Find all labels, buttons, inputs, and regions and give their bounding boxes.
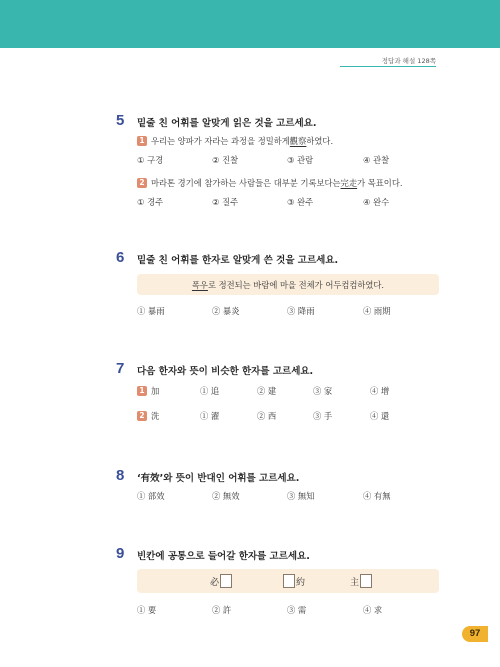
option[interactable]: ③ 無知 bbox=[287, 491, 315, 501]
underlined-word: 觀察 bbox=[289, 136, 307, 146]
question-7-row-1 bbox=[137, 385, 159, 397]
option[interactable]: ④ 還 bbox=[370, 411, 390, 421]
option[interactable]: ③ 手 bbox=[313, 411, 333, 421]
question-5-sentence-1 bbox=[137, 135, 333, 147]
question-6-number: 6 bbox=[116, 249, 125, 266]
fragment-1 bbox=[210, 574, 232, 588]
hanja: 約 bbox=[296, 577, 306, 588]
option[interactable]: ② 진찰 bbox=[212, 155, 239, 165]
answer-reference: 정답과 해설 128쪽 bbox=[381, 57, 436, 65]
underlined-word: 完走 bbox=[340, 178, 358, 188]
underlined-word: 폭우 bbox=[191, 280, 208, 290]
option[interactable]: ④ 有無 bbox=[363, 491, 391, 501]
option[interactable]: ③ 需 bbox=[287, 605, 307, 615]
option[interactable]: ④ 雨期 bbox=[363, 306, 391, 316]
option[interactable]: ② 暴炎 bbox=[212, 306, 240, 316]
question-7-text: 다음 한자와 뜻이 비슷한 한자를 고르세요. bbox=[137, 366, 314, 377]
question-9-text: 빈칸에 공통으로 들어갈 한자를 고르세요. bbox=[137, 551, 310, 562]
question-6-sentence-box bbox=[137, 274, 439, 295]
option[interactable]: ② 질주 bbox=[212, 197, 239, 207]
option[interactable]: ② 西 bbox=[257, 411, 277, 421]
fragment-2 bbox=[283, 574, 305, 588]
question-5-sentence-2 bbox=[137, 177, 402, 189]
option[interactable]: ① 暴雨 bbox=[137, 306, 165, 316]
option[interactable]: ③ 家 bbox=[313, 386, 333, 396]
hanja: 主 bbox=[350, 577, 360, 588]
option[interactable]: ③ 관람 bbox=[287, 155, 314, 165]
sentence-text: 가 목표이다. bbox=[357, 178, 403, 188]
sentence-text: 로 정전되는 바람에 마을 전체가 어두컴컴하였다. bbox=[207, 280, 385, 290]
question-7-number: 7 bbox=[116, 360, 125, 377]
option[interactable]: ① 追 bbox=[200, 386, 220, 396]
sub-badge: 1 bbox=[137, 136, 147, 146]
sentence-text: 마라톤 경기에 참가하는 사람들은 대부분 기록보다는 bbox=[151, 178, 341, 188]
question-6-text: 밑줄 친 어휘를 한자로 알맞게 쓴 것을 고르세요. bbox=[137, 255, 339, 266]
sub-badge: 2 bbox=[137, 411, 147, 421]
option[interactable]: ① 구경 bbox=[137, 155, 164, 165]
question-5-number: 5 bbox=[116, 112, 125, 129]
question-8-text: ‘有效’와 뜻이 반대인 어휘를 고르세요. bbox=[137, 473, 300, 484]
blank-box[interactable] bbox=[283, 574, 295, 588]
target-hanja: 加 bbox=[151, 386, 160, 396]
blank-box[interactable] bbox=[360, 574, 372, 588]
divider bbox=[340, 66, 436, 67]
page-number: 97 bbox=[462, 626, 488, 642]
option[interactable]: ④ 求 bbox=[363, 605, 383, 615]
blank-box[interactable] bbox=[220, 574, 232, 588]
target-hanja: 洗 bbox=[151, 411, 160, 421]
sentence-text: 우리는 양파가 자라는 과정을 정밀하게 bbox=[151, 136, 290, 146]
option[interactable]: ① 要 bbox=[137, 605, 157, 615]
option[interactable]: ④ 관찰 bbox=[363, 155, 390, 165]
hanja: 必 bbox=[210, 577, 220, 588]
option[interactable]: ③ 降雨 bbox=[287, 306, 315, 316]
fragment-3 bbox=[350, 574, 372, 588]
question-8-number: 8 bbox=[116, 467, 125, 484]
sub-badge: 1 bbox=[137, 386, 147, 396]
sentence-text: 하였다. bbox=[306, 136, 334, 146]
option[interactable]: ② 無效 bbox=[212, 491, 240, 501]
top-band bbox=[0, 0, 500, 48]
box-sentence bbox=[137, 279, 439, 291]
option[interactable]: ④ 增 bbox=[370, 386, 390, 396]
option[interactable]: ① 경주 bbox=[137, 197, 164, 207]
option[interactable]: ① 濯 bbox=[200, 411, 220, 421]
option[interactable]: ③ 완주 bbox=[287, 197, 314, 207]
question-7-row-2 bbox=[137, 410, 159, 422]
question-5-text: 밑줄 친 어휘를 알맞게 읽은 것을 고르세요. bbox=[137, 118, 317, 129]
question-9-number: 9 bbox=[116, 545, 125, 562]
option[interactable]: ② 建 bbox=[257, 386, 277, 396]
option[interactable]: ② 許 bbox=[212, 605, 232, 615]
option[interactable]: ① 部效 bbox=[137, 491, 165, 501]
option[interactable]: ④ 완수 bbox=[363, 197, 390, 207]
sub-badge: 2 bbox=[137, 178, 147, 188]
